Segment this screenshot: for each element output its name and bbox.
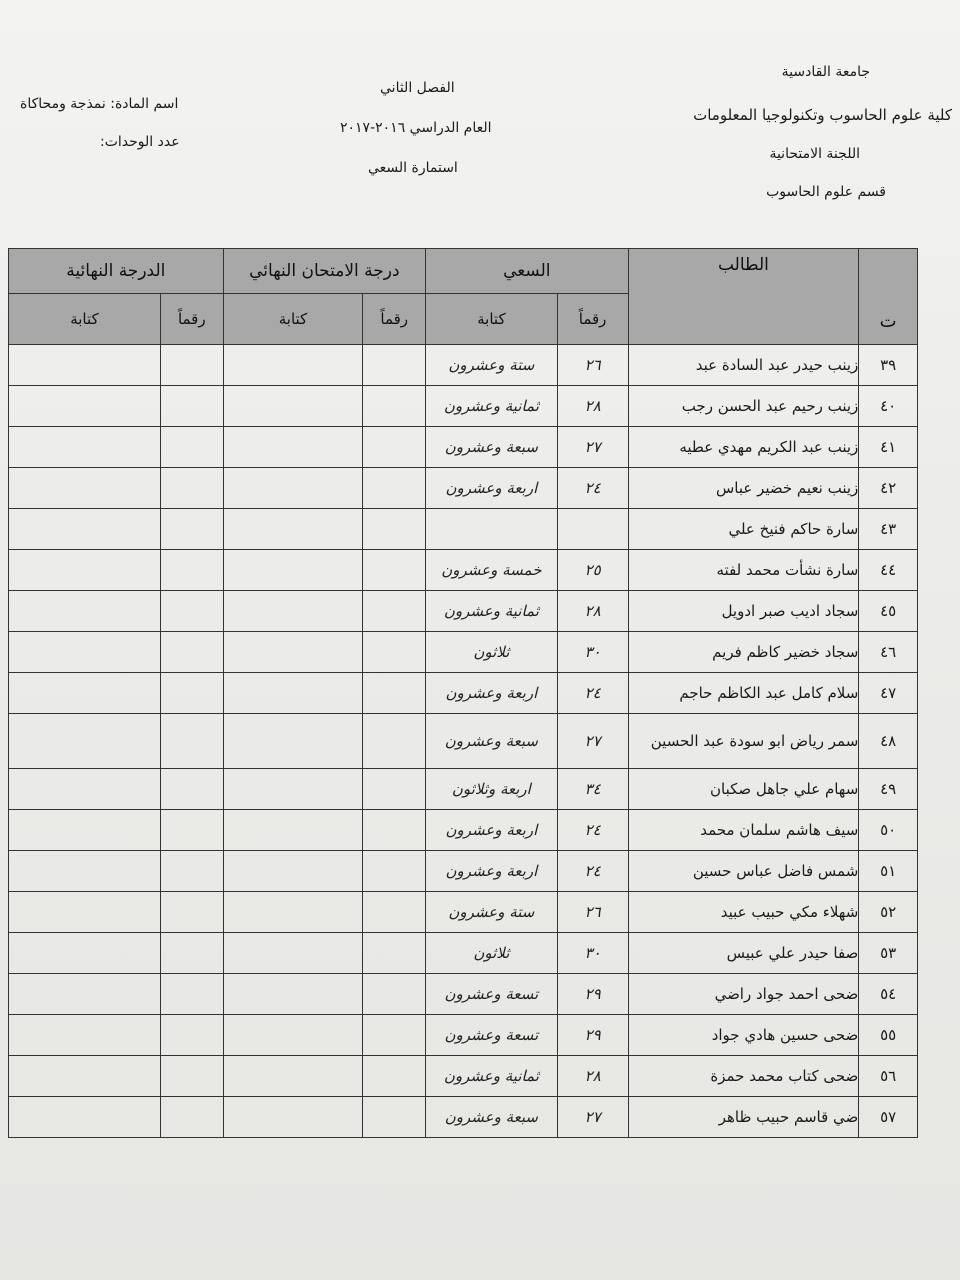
exam-writing-cell: [223, 714, 363, 769]
row-number: ٤٢: [859, 468, 918, 509]
effort-writing: ثمانية وعشرون: [426, 386, 558, 427]
effort-digits: ٢٤: [557, 810, 628, 851]
final-digits-cell: [160, 345, 223, 386]
final-digits-cell: [160, 933, 223, 974]
exam-writing-cell: [223, 468, 363, 509]
table-row: [9, 632, 918, 673]
effort-digits: ٣٤: [557, 769, 628, 810]
final-writing-cell: [9, 892, 161, 933]
final-digits-cell: [160, 591, 223, 632]
student-name: شمس فاضل عباس حسين: [628, 851, 859, 892]
row-number: ٤٣: [859, 509, 918, 550]
effort-writing: اربعة وثلاثون: [426, 769, 558, 810]
exam-digits-header: رقماً: [363, 294, 426, 345]
final-grade-header: الدرجة النهائية: [9, 249, 224, 294]
table-row: [9, 345, 918, 386]
exam-writing-cell: [223, 974, 363, 1015]
student-name: سجاد خضير كاظم فريم: [628, 632, 859, 673]
effort-digits: ٢٦: [557, 892, 628, 933]
form-title: استمارة السعي: [368, 160, 458, 176]
final-writing-cell: [9, 427, 161, 468]
college-name: كلية علوم الحاسوب وتكنولوجيا المعلومات: [693, 106, 952, 124]
table-row: [9, 851, 918, 892]
exam-digits-cell: [363, 1015, 426, 1056]
units-count: عدد الوحدات:: [100, 134, 180, 150]
department-name: قسم علوم الحاسوب: [766, 184, 886, 200]
exam-digits-cell: [363, 591, 426, 632]
effort-writing: [426, 509, 558, 550]
student-name: سجاد اديب صبر ادويل: [628, 591, 859, 632]
effort-digits: ٢٧: [557, 714, 628, 769]
final-writing-cell: [9, 810, 161, 851]
final-digits-cell: [160, 1056, 223, 1097]
final-digits-cell: [160, 550, 223, 591]
final-digits-header: رقماً: [160, 294, 223, 345]
effort-writing: ثلاثون: [426, 933, 558, 974]
student-name: ضحى كتاب محمد حمزة: [628, 1056, 859, 1097]
row-number: ٤٠: [859, 386, 918, 427]
student-name: ضحى حسين هادي جواد: [628, 1015, 859, 1056]
student-name: ضي قاسم حبيب ظاهر: [628, 1097, 859, 1138]
exam-digits-cell: [363, 769, 426, 810]
exam-committee: اللجنة الامتحانية: [769, 146, 860, 162]
final-writing-cell: [9, 974, 161, 1015]
student-name: زينب رحيم عبد الحسن رجب: [628, 386, 859, 427]
table-row: [9, 1097, 918, 1138]
student-name: سهام علي جاهل صكبان: [628, 769, 859, 810]
final-writing-cell: [9, 345, 161, 386]
effort-digits: ٢٨: [557, 386, 628, 427]
exam-digits-cell: [363, 345, 426, 386]
effort-writing: سبعة وعشرون: [426, 427, 558, 468]
exam-digits-cell: [363, 386, 426, 427]
student-name: زينب نعيم خضير عباس: [628, 468, 859, 509]
exam-writing-cell: [223, 550, 363, 591]
exam-writing-cell: [223, 509, 363, 550]
student-name: سيف هاشم سلمان محمد: [628, 810, 859, 851]
final-digits-cell: [160, 386, 223, 427]
exam-writing-cell: [223, 673, 363, 714]
effort-digits: ٢٨: [557, 591, 628, 632]
effort-writing: سبعة وعشرون: [426, 1097, 558, 1138]
final-writing-cell: [9, 933, 161, 974]
table-row: [9, 386, 918, 427]
effort-writing: تسعة وعشرون: [426, 974, 558, 1015]
exam-digits-cell: [363, 1056, 426, 1097]
exam-digits-cell: [363, 810, 426, 851]
student-name: سارة نشأت محمد لفته: [628, 550, 859, 591]
final-writing-cell: [9, 1097, 161, 1138]
exam-digits-cell: [363, 427, 426, 468]
effort-writing: سبعة وعشرون: [426, 714, 558, 769]
academic-year: العام الدراسي ٢٠١٦-٢٠١٧: [340, 120, 492, 136]
effort-digits: ٢٧: [557, 1097, 628, 1138]
effort-digits-header: رقماً: [557, 294, 628, 345]
exam-writing-cell: [223, 427, 363, 468]
exam-digits-cell: [363, 974, 426, 1015]
row-number: ٥٥: [859, 1015, 918, 1056]
exam-digits-cell: [363, 1097, 426, 1138]
effort-writing: ستة وعشرون: [426, 345, 558, 386]
semester: الفصل الثاني: [380, 80, 455, 96]
final-digits-cell: [160, 632, 223, 673]
table-row: [9, 810, 918, 851]
final-digits-cell: [160, 851, 223, 892]
exam-writing-cell: [223, 851, 363, 892]
student-name: سمر رياض ابو سودة عبد الحسين: [628, 714, 859, 769]
student-name: زينب عبد الكريم مهدي عطيه: [628, 427, 859, 468]
effort-digits: ٢٤: [557, 673, 628, 714]
subject-name: اسم المادة: نمذجة ومحاكاة: [20, 96, 179, 112]
effort-writing: خمسة وعشرون: [426, 550, 558, 591]
exam-digits-cell: [363, 933, 426, 974]
table-row: [9, 550, 918, 591]
table-row: [9, 892, 918, 933]
final-digits-cell: [160, 673, 223, 714]
final-writing-cell: [9, 550, 161, 591]
student-name: شهلاء مكي حبيب عبيد: [628, 892, 859, 933]
row-number: ٤٨: [859, 714, 918, 769]
table-row: [9, 933, 918, 974]
row-number: ٤٤: [859, 550, 918, 591]
effort-digits: ٢٤: [557, 851, 628, 892]
table-row: [9, 1015, 918, 1056]
final-writing-cell: [9, 468, 161, 509]
exam-digits-cell: [363, 550, 426, 591]
effort-digits: ٣٠: [557, 933, 628, 974]
effort-digits: ٢٩: [557, 974, 628, 1015]
exam-writing-header: كتابة: [223, 294, 363, 345]
table-row: [9, 714, 918, 769]
exam-writing-cell: [223, 1097, 363, 1138]
exam-digits-cell: [363, 851, 426, 892]
exam-writing-cell: [223, 386, 363, 427]
effort-writing: ثمانية وعشرون: [426, 1056, 558, 1097]
final-digits-cell: [160, 509, 223, 550]
student-name: صفا حيدر علي عبيس: [628, 933, 859, 974]
row-number: ٤٧: [859, 673, 918, 714]
row-number: ٤٥: [859, 591, 918, 632]
exam-digits-cell: [363, 509, 426, 550]
exam-writing-cell: [223, 892, 363, 933]
exam-digits-cell: [363, 468, 426, 509]
row-number: ٣٩: [859, 345, 918, 386]
row-number: ٤٦: [859, 632, 918, 673]
final-exam-header: درجة الامتحان النهائي: [223, 249, 425, 294]
effort-writing-header: كتابة: [426, 294, 558, 345]
exam-writing-cell: [223, 632, 363, 673]
effort-digits: ٢٦: [557, 345, 628, 386]
effort-writing: ثلاثون: [426, 632, 558, 673]
table-row: [9, 1056, 918, 1097]
seq-header: ت: [859, 249, 918, 345]
final-writing-cell: [9, 851, 161, 892]
table-row: [9, 427, 918, 468]
final-digits-cell: [160, 468, 223, 509]
final-digits-cell: [160, 1097, 223, 1138]
exam-digits-cell: [363, 632, 426, 673]
final-writing-cell: [9, 1015, 161, 1056]
row-number: ٥٧: [859, 1097, 918, 1138]
effort-digits: ٢٩: [557, 1015, 628, 1056]
row-number: ٥٢: [859, 892, 918, 933]
row-number: ٥٤: [859, 974, 918, 1015]
table-row: [9, 468, 918, 509]
final-writing-cell: [9, 714, 161, 769]
row-number: ٥٠: [859, 810, 918, 851]
university-name: جامعة القادسية: [781, 64, 870, 80]
student-name: سلام كامل عبد الكاظم حاجم: [628, 673, 859, 714]
effort-writing: ثمانية وعشرون: [426, 591, 558, 632]
final-digits-cell: [160, 769, 223, 810]
effort-digits: [557, 509, 628, 550]
student-header: الطالب: [628, 249, 859, 345]
student-name: زينب حيدر عبد السادة عبد: [628, 345, 859, 386]
final-digits-cell: [160, 427, 223, 468]
exam-writing-cell: [223, 1015, 363, 1056]
effort-digits: ٢٧: [557, 427, 628, 468]
final-writing-cell: [9, 386, 161, 427]
student-name: سارة حاكم فنيخ علي: [628, 509, 859, 550]
row-number: ٥٦: [859, 1056, 918, 1097]
exam-digits-cell: [363, 714, 426, 769]
exam-writing-cell: [223, 933, 363, 974]
final-digits-cell: [160, 810, 223, 851]
student-name: ضحى احمد جواد راضي: [628, 974, 859, 1015]
exam-digits-cell: [363, 892, 426, 933]
row-number: ٥١: [859, 851, 918, 892]
effort-writing: ستة وعشرون: [426, 892, 558, 933]
row-number: ٥٣: [859, 933, 918, 974]
effort-writing: اربعة وعشرون: [426, 673, 558, 714]
exam-writing-cell: [223, 769, 363, 810]
exam-writing-cell: [223, 1056, 363, 1097]
effort-writing: اربعة وعشرون: [426, 851, 558, 892]
row-number: ٤٩: [859, 769, 918, 810]
table-row: [9, 509, 918, 550]
effort-digits: ٢٨: [557, 1056, 628, 1097]
exam-writing-cell: [223, 810, 363, 851]
table-row: [9, 673, 918, 714]
final-writing-header: كتابة: [9, 294, 161, 345]
row-number: ٤١: [859, 427, 918, 468]
effort-digits: ٢٥: [557, 550, 628, 591]
final-writing-cell: [9, 632, 161, 673]
final-digits-cell: [160, 892, 223, 933]
final-writing-cell: [9, 673, 161, 714]
effort-writing: اربعة وعشرون: [426, 468, 558, 509]
exam-writing-cell: [223, 345, 363, 386]
exam-writing-cell: [223, 591, 363, 632]
final-writing-cell: [9, 509, 161, 550]
final-writing-cell: [9, 1056, 161, 1097]
grades-table: [8, 248, 918, 1138]
effort-digits: ٢٤: [557, 468, 628, 509]
exam-digits-cell: [363, 673, 426, 714]
effort-writing: اربعة وعشرون: [426, 810, 558, 851]
effort-digits: ٣٠: [557, 632, 628, 673]
final-digits-cell: [160, 974, 223, 1015]
table-row: [9, 591, 918, 632]
final-writing-cell: [9, 591, 161, 632]
table-row: [9, 974, 918, 1015]
effort-writing: تسعة وعشرون: [426, 1015, 558, 1056]
final-writing-cell: [9, 769, 161, 810]
table-row: [9, 769, 918, 810]
final-digits-cell: [160, 714, 223, 769]
final-digits-cell: [160, 1015, 223, 1056]
effort-header: السعي: [426, 249, 628, 294]
